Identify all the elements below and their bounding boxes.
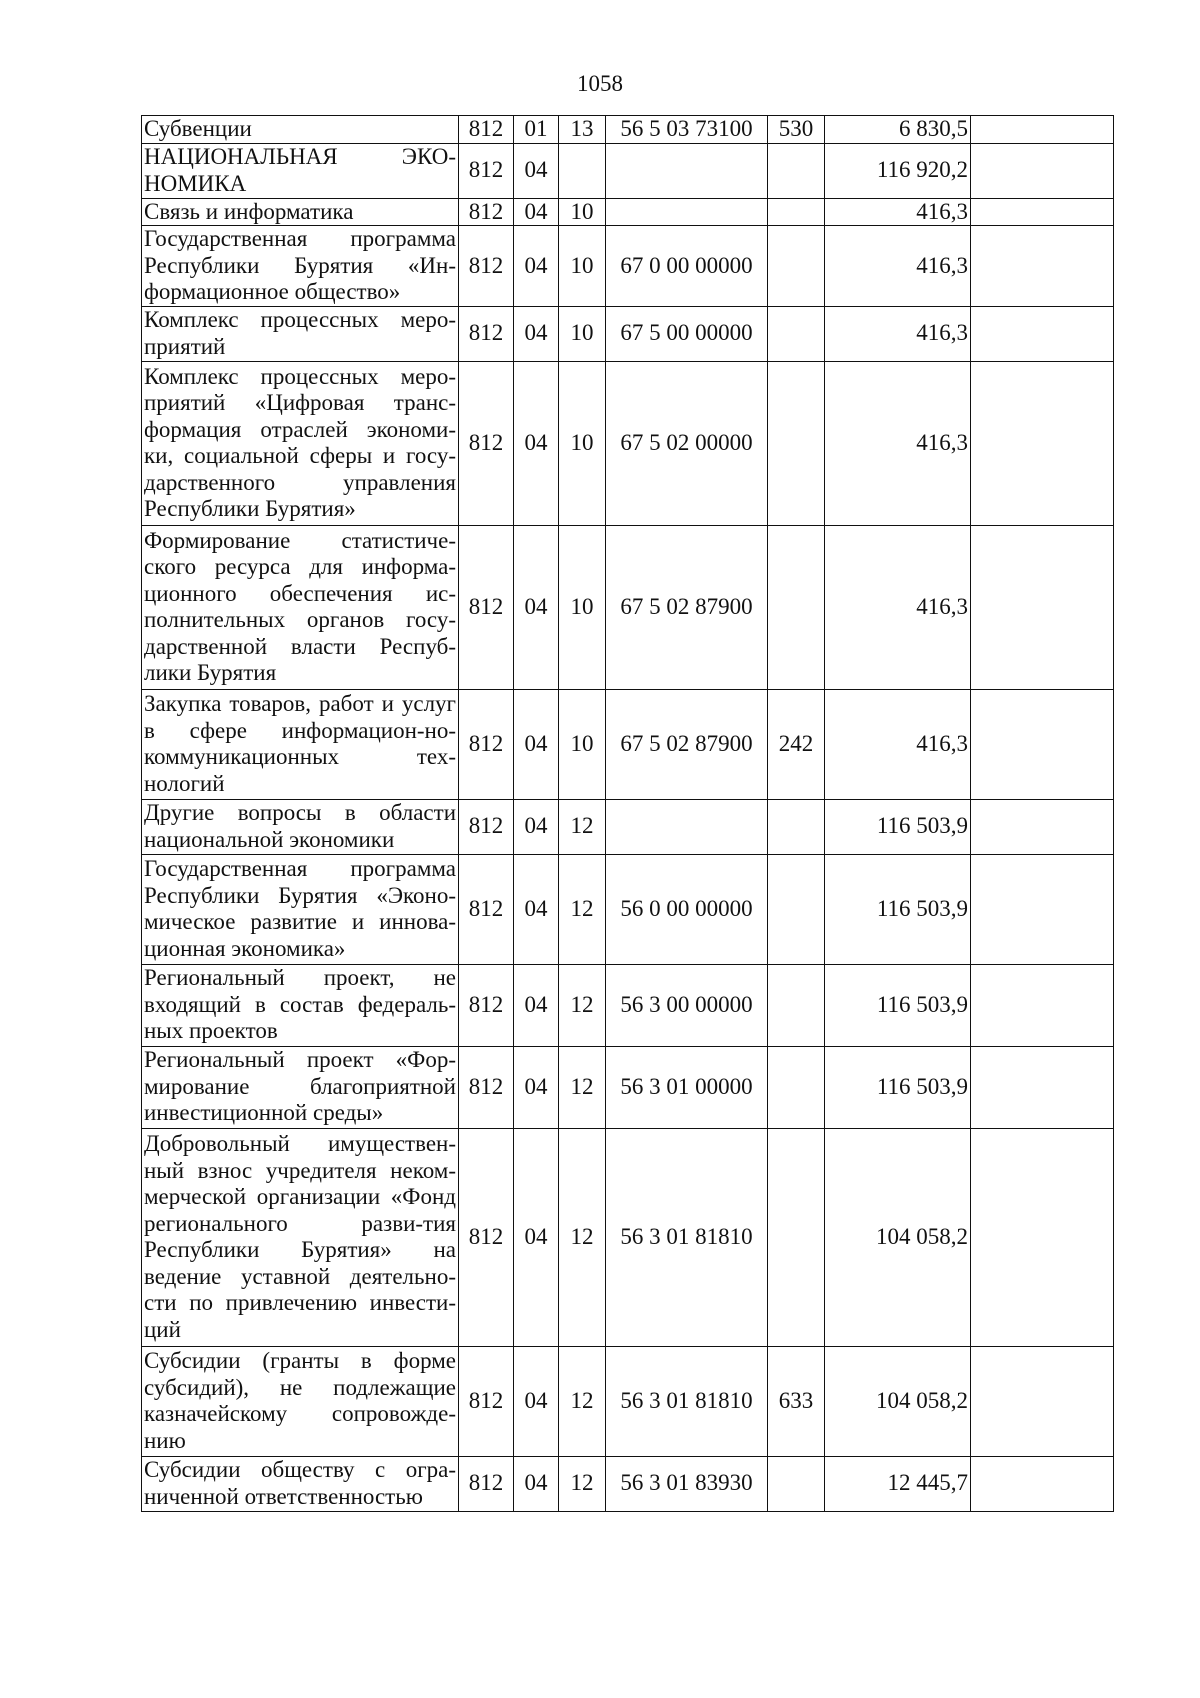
item-name-cell: Региональный проект «Фор-мирование благоприятной инвестиционной среды» xyxy=(142,1046,459,1128)
subsection-code-cell xyxy=(559,143,606,198)
page-number: 1058 xyxy=(577,71,623,96)
expense-type-cell xyxy=(768,1456,825,1511)
amount-cell: 116 503,9 xyxy=(825,1046,971,1128)
amount-cell: 104 058,2 xyxy=(825,1128,971,1346)
item-name-cell: Комплекс процессных меро-приятий «Цифровая транс-формация отраслей экономи-ки, социальной сферы и госу-дарственного управления Республики Бурятия» xyxy=(142,361,459,525)
subsection-code-cell: 10 xyxy=(559,525,606,689)
expense-type-cell xyxy=(768,799,825,854)
table-row xyxy=(142,198,1114,226)
extra-cell xyxy=(971,198,1114,226)
expense-type-cell: 633 xyxy=(768,1346,825,1456)
subsection-code-cell: 12 xyxy=(559,799,606,854)
item-name-cell: Другие вопросы в области национальной экономики xyxy=(142,799,459,854)
target-article-cell: 56 3 01 81810 xyxy=(606,1346,768,1456)
item-name-cell: Формирование статистиче-ского ресурса для информа-ционного обеспечения ис-полнительных органов госу-дарственной власти Респуб-лики Бурятия xyxy=(142,525,459,689)
subsection-code-cell: 10 xyxy=(559,361,606,525)
target-article-cell: 67 0 00 00000 xyxy=(606,226,768,307)
extra-cell xyxy=(971,1456,1114,1511)
subsection-code-cell: 12 xyxy=(559,964,606,1046)
subsection-code-cell: 10 xyxy=(559,689,606,799)
table-row xyxy=(142,1346,1114,1456)
expense-type-cell xyxy=(768,1128,825,1346)
admin-code-cell: 812 xyxy=(459,198,514,226)
admin-code-cell: 812 xyxy=(459,1046,514,1128)
expense-type-cell: 530 xyxy=(768,116,825,144)
item-name-cell: Субвенции xyxy=(142,116,459,144)
table-row xyxy=(142,525,1114,689)
amount-cell: 116 920,2 xyxy=(825,143,971,198)
target-article-cell: 56 3 01 83930 xyxy=(606,1456,768,1511)
item-name-cell: Государственная программа Республики Бурятия «Эконо-мическое развитие и иннова-ционная экономика» xyxy=(142,854,459,964)
extra-cell xyxy=(971,525,1114,689)
admin-code-cell: 812 xyxy=(459,525,514,689)
amount-cell: 416,3 xyxy=(825,306,971,361)
target-article-cell: 67 5 00 00000 xyxy=(606,306,768,361)
section-code-cell: 04 xyxy=(514,361,559,525)
extra-cell xyxy=(971,964,1114,1046)
expense-type-cell xyxy=(768,143,825,198)
subsection-code-cell: 12 xyxy=(559,1346,606,1456)
target-article-cell: 67 5 02 87900 xyxy=(606,689,768,799)
subsection-code-cell: 12 xyxy=(559,854,606,964)
subsection-code-cell: 10 xyxy=(559,226,606,307)
admin-code-cell: 812 xyxy=(459,799,514,854)
target-article-cell xyxy=(606,799,768,854)
section-code-cell: 04 xyxy=(514,689,559,799)
admin-code-cell: 812 xyxy=(459,1346,514,1456)
admin-code-cell: 812 xyxy=(459,689,514,799)
amount-cell: 116 503,9 xyxy=(825,854,971,964)
amount-cell: 416,3 xyxy=(825,525,971,689)
extra-cell xyxy=(971,1046,1114,1128)
item-name-cell: Комплекс процессных меро-приятий xyxy=(142,306,459,361)
extra-cell xyxy=(971,689,1114,799)
section-code-cell: 04 xyxy=(514,143,559,198)
amount-cell: 416,3 xyxy=(825,198,971,226)
target-article-cell: 56 0 00 00000 xyxy=(606,854,768,964)
item-name-cell: Региональный проект, не входящий в состав федераль-ных проектов xyxy=(142,964,459,1046)
item-name-cell: Закупка товаров, работ и услуг в сфере информацион-но-коммуникационных тех-нологий xyxy=(142,689,459,799)
expense-type-cell: 242 xyxy=(768,689,825,799)
section-code-cell: 04 xyxy=(514,799,559,854)
expense-type-cell xyxy=(768,525,825,689)
subsection-code-cell: 12 xyxy=(559,1046,606,1128)
section-code-cell: 04 xyxy=(514,1128,559,1346)
admin-code-cell: 812 xyxy=(459,1128,514,1346)
extra-cell xyxy=(971,226,1114,307)
table-row xyxy=(142,689,1114,799)
table-row xyxy=(142,799,1114,854)
expense-type-cell xyxy=(768,361,825,525)
section-code-cell: 04 xyxy=(514,1456,559,1511)
table-row xyxy=(142,116,1114,144)
target-article-cell xyxy=(606,143,768,198)
target-article-cell: 56 3 01 00000 xyxy=(606,1046,768,1128)
expense-type-cell xyxy=(768,854,825,964)
extra-cell xyxy=(971,854,1114,964)
admin-code-cell: 812 xyxy=(459,306,514,361)
amount-cell: 6 830,5 xyxy=(825,116,971,144)
extra-cell xyxy=(971,799,1114,854)
amount-cell: 104 058,2 xyxy=(825,1346,971,1456)
table-row xyxy=(142,226,1114,307)
target-article-cell xyxy=(606,198,768,226)
subsection-code-cell: 10 xyxy=(559,198,606,226)
item-name-cell: НАЦИОНАЛЬНАЯ ЭКО-НОМИКА xyxy=(142,143,459,198)
amount-cell: 416,3 xyxy=(825,361,971,525)
target-article-cell: 56 5 03 73100 xyxy=(606,116,768,144)
admin-code-cell: 812 xyxy=(459,116,514,144)
target-article-cell: 56 3 01 81810 xyxy=(606,1128,768,1346)
admin-code-cell: 812 xyxy=(459,1456,514,1511)
admin-code-cell: 812 xyxy=(459,964,514,1046)
subsection-code-cell: 13 xyxy=(559,116,606,144)
table-body xyxy=(142,116,1114,1512)
section-code-cell: 04 xyxy=(514,525,559,689)
section-code-cell: 04 xyxy=(514,226,559,307)
table-row xyxy=(142,964,1114,1046)
amount-cell: 116 503,9 xyxy=(825,799,971,854)
extra-cell xyxy=(971,361,1114,525)
expense-type-cell xyxy=(768,198,825,226)
extra-cell xyxy=(971,143,1114,198)
admin-code-cell: 812 xyxy=(459,854,514,964)
section-code-cell: 04 xyxy=(514,1346,559,1456)
amount-cell: 116 503,9 xyxy=(825,964,971,1046)
table-row xyxy=(142,1128,1114,1346)
extra-cell xyxy=(971,1346,1114,1456)
item-name-cell: Субсидии (гранты в форме субсидий), не подлежащие казначейскому сопровожде-нию xyxy=(142,1346,459,1456)
table-row xyxy=(142,143,1114,198)
item-name-cell: Добровольный имуществен-ный взнос учредителя неком-мерческой организации «Фонд регионального разви-тия Республики Бурятия» на ведение уставной деятельно-сти по привлечению инвести-ций xyxy=(142,1128,459,1346)
budget-table xyxy=(141,115,1114,1512)
extra-cell xyxy=(971,306,1114,361)
amount-cell: 416,3 xyxy=(825,226,971,307)
extra-cell xyxy=(971,116,1114,144)
admin-code-cell: 812 xyxy=(459,226,514,307)
target-article-cell: 67 5 02 87900 xyxy=(606,525,768,689)
expense-type-cell xyxy=(768,306,825,361)
amount-cell: 416,3 xyxy=(825,689,971,799)
item-name-cell: Государственная программа Республики Бурятия «Ин-формационное общество» xyxy=(142,226,459,307)
expense-type-cell xyxy=(768,964,825,1046)
amount-cell: 12 445,7 xyxy=(825,1456,971,1511)
subsection-code-cell: 12 xyxy=(559,1456,606,1511)
subsection-code-cell: 10 xyxy=(559,306,606,361)
section-code-cell: 04 xyxy=(514,1046,559,1128)
item-name-cell: Субсидии обществу с огра-ниченной ответственностью xyxy=(142,1456,459,1511)
section-code-cell: 01 xyxy=(514,116,559,144)
section-code-cell: 04 xyxy=(514,854,559,964)
table-row xyxy=(142,1046,1114,1128)
admin-code-cell: 812 xyxy=(459,143,514,198)
table-row xyxy=(142,306,1114,361)
subsection-code-cell: 12 xyxy=(559,1128,606,1346)
extra-cell xyxy=(971,1128,1114,1346)
table-row xyxy=(142,1456,1114,1511)
expense-type-cell xyxy=(768,226,825,307)
table-row xyxy=(142,361,1114,525)
section-code-cell: 04 xyxy=(514,964,559,1046)
target-article-cell: 56 3 00 00000 xyxy=(606,964,768,1046)
expense-type-cell xyxy=(768,1046,825,1128)
section-code-cell: 04 xyxy=(514,306,559,361)
section-code-cell: 04 xyxy=(514,198,559,226)
target-article-cell: 67 5 02 00000 xyxy=(606,361,768,525)
admin-code-cell: 812 xyxy=(459,361,514,525)
table-row xyxy=(142,854,1114,964)
item-name-cell: Связь и информатика xyxy=(142,198,459,226)
